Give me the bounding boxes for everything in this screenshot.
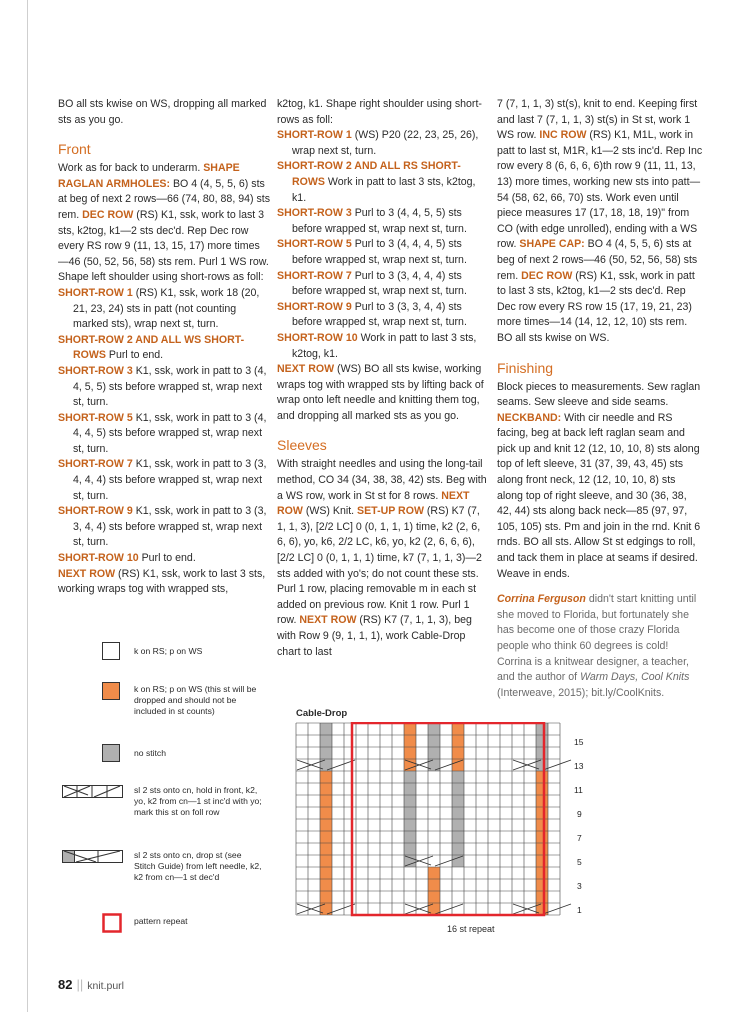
legend-cable-dec-text: sl 2 sts onto cn, drop st (see Stitch Guide) from left needle, k2, k2 from cn—1 st dec'd bbox=[134, 850, 262, 882]
no-stitch-cell bbox=[404, 831, 416, 843]
repeat-label: 16 st repeat bbox=[447, 924, 495, 934]
no-stitch-cell bbox=[452, 855, 464, 867]
no-stitch-cell bbox=[404, 819, 416, 831]
legend-repeat-text: pattern repeat bbox=[134, 916, 188, 926]
short-row-1: SHORT-ROW 1 (WS) P20 (22, 23, 25, 26), wrap next st, turn. bbox=[277, 129, 479, 157]
dropped-stitch-cell bbox=[452, 723, 464, 735]
no-stitch-cell bbox=[452, 771, 464, 783]
short-row-3: SHORT-ROW 3 Purl to 3 (4, 4, 5, 5) sts before wrapped st, wrap next st, turn. bbox=[277, 207, 467, 235]
dropped-stitch-cell bbox=[536, 819, 548, 831]
text-column-3 bbox=[497, 97, 703, 701]
side-rule bbox=[27, 0, 28, 1012]
dropped-stitch-cell bbox=[320, 795, 332, 807]
dropped-stitch-cell bbox=[428, 879, 440, 891]
next-row: NEXT ROW (RS) K1, ssk, work to last 3 sts, working wraps tog with wrapped sts, bbox=[58, 567, 266, 596]
no-stitch-cell bbox=[404, 795, 416, 807]
no-stitch-cell bbox=[404, 855, 416, 867]
side-running-head bbox=[0, 690, 28, 718]
row-label-9: 9 bbox=[577, 809, 582, 819]
no-stitch-cell bbox=[452, 831, 464, 843]
no-stitch-cell bbox=[320, 735, 332, 747]
front-heading: Front bbox=[58, 141, 91, 158]
brand-name: knit.purl bbox=[87, 980, 124, 992]
back-bo-text: BO all sts kwise on WS, dropping all marked sts as you go. bbox=[58, 98, 267, 126]
dropped-stitch-cell bbox=[536, 783, 548, 795]
dropped-stitch-cell bbox=[452, 735, 464, 747]
finishing-heading: Finishing bbox=[497, 359, 554, 376]
front-paragraph: Work as for back to underarm. SHAPE RAGLAN ARMHOLES: BO 4 (4, 5, 5, 6) sts at beg of next 2 rows—66 (74, 80, 88, 94) sts rem. DEC ROW (RS) K1, ssk, work to last 3 sts, k2tog, k1—2 sts dec'd. Rep Dec row every RS row 9 (11, 13, 15, 17) more times—46 (50, 52, 56, 58) sts rem. Purl 1 WS row. Shape left shoulder using short-rows as foll: bbox=[58, 162, 270, 284]
no-stitch-cell bbox=[428, 735, 440, 747]
row-label-3: 3 bbox=[577, 881, 582, 891]
dropped-stitch-cell bbox=[404, 759, 416, 771]
dropped-stitch-cell bbox=[320, 879, 332, 891]
dropped-stitch-cell bbox=[536, 831, 548, 843]
dropped-stitch-cell bbox=[428, 867, 440, 879]
no-stitch-cell bbox=[452, 807, 464, 819]
dropped-stitch-cell bbox=[320, 819, 332, 831]
row-label-5: 5 bbox=[577, 857, 582, 867]
right-shoulder-intro: k2tog, k1. Shape right shoulder using short-rows as foll: bbox=[277, 98, 482, 126]
no-stitch-cell bbox=[404, 783, 416, 795]
dropped-stitch-cell bbox=[404, 723, 416, 735]
dropped-stitch-cell bbox=[320, 891, 332, 903]
dropped-stitch-cell bbox=[536, 879, 548, 891]
row-label-15: 15 bbox=[574, 737, 584, 747]
no-stitch-cell bbox=[404, 807, 416, 819]
dropped-stitch-cell bbox=[320, 843, 332, 855]
designer-bio: Corrina Ferguson didn't start knitting until she moved to Florida, but fortunately she has become one of those crazy Florida people who think 60 degrees is cold! Corrina is a knitwear designer, a teacher, and the author of Warm Days, Cool Knits (Interweave, 2015); bit.ly/CoolKnits. bbox=[497, 593, 697, 699]
legend-no-stitch-text: no stitch bbox=[134, 748, 167, 758]
text-column-2 bbox=[277, 97, 489, 660]
cable-decrease-icon bbox=[62, 848, 124, 866]
dropped-stitch-cell bbox=[320, 867, 332, 879]
finishing-paragraph: Block pieces to measurements. Sew raglan seams. Sew sleeve and side seams. NECKBAND: With cir needle and RS facing, beg at back left raglan seam and pick up and knit 12 (12, 10, 10, 8) sts along top of left sleeve, 31 (37, 39, 43, 45) sts along front neck, 12 (12, 10, 10, 8) sts along top of right sleeve, and 30 (36, 38, 42, 44) sts along back neck—85 (97, 97, 105, 105) sts. Pm and join in the rnd. Knit 6 rnds. BO all sts. Allow St st edgings to roll, and tack them in place at seams if desired. Weave in ends. bbox=[497, 380, 701, 580]
short-row-3: SHORT-ROW 3 K1, ssk, work in patt to 3 (4, 4, 5, 5) sts before wrapped st, wrap next st, turn. bbox=[58, 364, 267, 409]
dropped-stitch-cell bbox=[320, 831, 332, 843]
page-number: 82 bbox=[58, 977, 73, 992]
no-stitch-cell bbox=[404, 843, 416, 855]
row-label-11: 11 bbox=[574, 785, 583, 795]
short-row-2: SHORT-ROW 2 AND ALL WS SHORT-ROWS Purl to end. bbox=[58, 333, 245, 362]
dropped-stitch-cell bbox=[320, 783, 332, 795]
legend-dropped-text: k on RS; p on WS (this st will be dropped and should not be included in st counts) bbox=[134, 684, 257, 716]
no-stitch-cell bbox=[320, 723, 332, 735]
dropped-stitch-cell bbox=[536, 843, 548, 855]
short-row-2: SHORT-ROW 2 AND ALL RS SHORT-ROWS Work in patt to last 3 sts, k2tog, k1. bbox=[277, 160, 476, 204]
gray-square-icon bbox=[102, 744, 120, 762]
orange-square-icon bbox=[102, 682, 120, 700]
legend-knit-text: k on RS; p on WS bbox=[134, 646, 203, 656]
dropped-stitch-cell bbox=[404, 735, 416, 747]
row-label-13: 13 bbox=[574, 761, 584, 771]
short-row-9: SHORT-ROW 9 K1, ssk, work in patt to 3 (3, 3, 4, 4) sts before wrapped st, wrap next st, turn. bbox=[58, 505, 267, 549]
dropped-stitch-cell bbox=[320, 807, 332, 819]
no-stitch-cell bbox=[536, 723, 548, 735]
legend-cable-inc-text: sl 2 sts onto cn, hold in front, k2, yo, k2 from cn—1 st inc'd with yo; mark this st on foll row bbox=[134, 785, 262, 817]
knit-square-icon bbox=[102, 642, 120, 660]
no-stitch-cell bbox=[536, 747, 548, 759]
dropped-stitch-cell bbox=[428, 891, 440, 903]
sleeves-continued: 7 (7, 1, 1, 3) st(s), knit to end. Keeping first and last 7 (7, 1, 1, 3) st(s) in St st, work 1 WS row. INC ROW (RS) K1, M1L, work in patt to last st, M1R, k1—2 sts inc'd. Rep Inc row every 8 (6, 6, 6, 6)th row 9 (11, 11, 13, 13) more times, working new sts into patt—54 (58, 62, 66, 70) sts. Work even until piece measures 17 (17, 18, 18, 19)" from CO (with edge unrolled), ending with a WS row. SHAPE CAP: BO 4 (4, 5, 5, 6) sts at beg of next 2 rows—46 (50, 52, 56, 58) sts rem. DEC ROW (RS) K1, ssk, work in patt to last 3 sts, k2tog, k1—2 sts dec'd. Rep Dec row every RS row 15 (17, 19, 21, 23) more times—14 (14, 12, 12, 10) sts rem. BO all sts kwise on WS. bbox=[497, 98, 703, 344]
row-label-7: 7 bbox=[577, 833, 582, 843]
dropped-stitch-cell bbox=[452, 759, 464, 771]
cable-increase-icon bbox=[62, 783, 124, 801]
short-row-7: SHORT-ROW 7 Purl to 3 (3, 4, 4, 4) sts before wrapped st, wrap next st, turn. bbox=[277, 269, 467, 298]
cable-drop-chart bbox=[280, 722, 590, 922]
no-stitch-cell bbox=[428, 747, 440, 759]
short-row-9: SHORT-ROW 9 Purl to 3 (3, 3, 4, 4) sts before wrapped st, wrap next st, turn. bbox=[277, 300, 467, 329]
dropped-stitch-cell bbox=[452, 747, 464, 759]
short-row-1: SHORT-ROW 1 (RS) K1, ssk, work 18 (20, 21, 23, 24) sts in patt (not counting marked sts), wrap next st, turn. bbox=[58, 286, 260, 331]
short-row-10: SHORT-ROW 10 Purl to end. bbox=[58, 552, 196, 565]
dropped-stitch-cell bbox=[320, 855, 332, 867]
chart-title: Cable-Drop bbox=[296, 708, 348, 719]
dropped-stitch-cell bbox=[536, 867, 548, 879]
text-column-1 bbox=[58, 97, 270, 598]
red-square-icon bbox=[102, 913, 122, 933]
dropped-stitch-cell bbox=[536, 771, 548, 783]
no-stitch-cell bbox=[404, 771, 416, 783]
short-row-5: SHORT-ROW 5 Purl to 3 (4, 4, 4, 5) sts before wrapped st, wrap next st, turn. bbox=[277, 238, 467, 266]
page-footer: 82 || knit.purl bbox=[58, 977, 124, 992]
no-stitch-cell bbox=[428, 723, 440, 735]
short-row-7: SHORT-ROW 7 K1, ssk, work in patt to 3 (3, 4, 4, 4) sts before wrapped st, wrap next st, turn. bbox=[58, 458, 267, 502]
dropped-stitch-cell bbox=[536, 807, 548, 819]
next-row: NEXT ROW (WS) BO all sts kwise, working wraps tog with wrapped sts by lifting back of wrap onto left needle and knitting them tog, and dropping all marked sts as you go. bbox=[277, 363, 484, 422]
short-row-10: SHORT-ROW 10 Work in patt to last 3 sts, k2tog, k1. bbox=[277, 331, 477, 360]
no-stitch-cell bbox=[320, 747, 332, 759]
sleeves-heading: Sleeves bbox=[277, 437, 327, 454]
dropped-stitch-cell bbox=[536, 855, 548, 867]
no-stitch-cell bbox=[452, 843, 464, 855]
dropped-stitch-cell bbox=[320, 771, 332, 783]
dropped-stitch-cell bbox=[536, 795, 548, 807]
no-stitch-cell bbox=[452, 783, 464, 795]
no-stitch-cell bbox=[536, 735, 548, 747]
dropped-stitch-cell bbox=[404, 747, 416, 759]
sleeves-paragraph: With straight needles and using the long-tail method, CO 34 (34, 38, 38, 42) sts. Beg with a WS row, work in St st for 8 rows. NEXT ROW (WS) Knit. SET-UP ROW (RS) K7 (7, 1, 1, 3), [2/2 LC] 0 (0, 1, 1, 1) time, k2 (2, 6, 6, 6), yo, k6, 2/2 LC, k6, yo, k2 (2, 6, 6, 6), [2/2 LC] 0 (0, 1, 1, 1) time, k7 (7, 1, 1, 3)—2 sts added with yo's; do not count these sts. Purl 1 row, placing removable m in each st added on previous row. Knit 1 row. Purl 1 row. NEXT ROW (RS) K7 (7, 1, 1, 3), beg with Row 9 (9, 1, 1, 1), work Cable-Drop chart to last bbox=[277, 458, 487, 658]
row-label-1: 1 bbox=[577, 905, 582, 915]
short-row-5: SHORT-ROW 5 K1, ssk, work in patt to 3 (4, 4, 4, 5) sts before wrapped st, wrap next st, turn. bbox=[58, 411, 267, 455]
dropped-stitch-cell bbox=[536, 891, 548, 903]
no-stitch-cell bbox=[452, 795, 464, 807]
no-stitch-cell bbox=[452, 819, 464, 831]
